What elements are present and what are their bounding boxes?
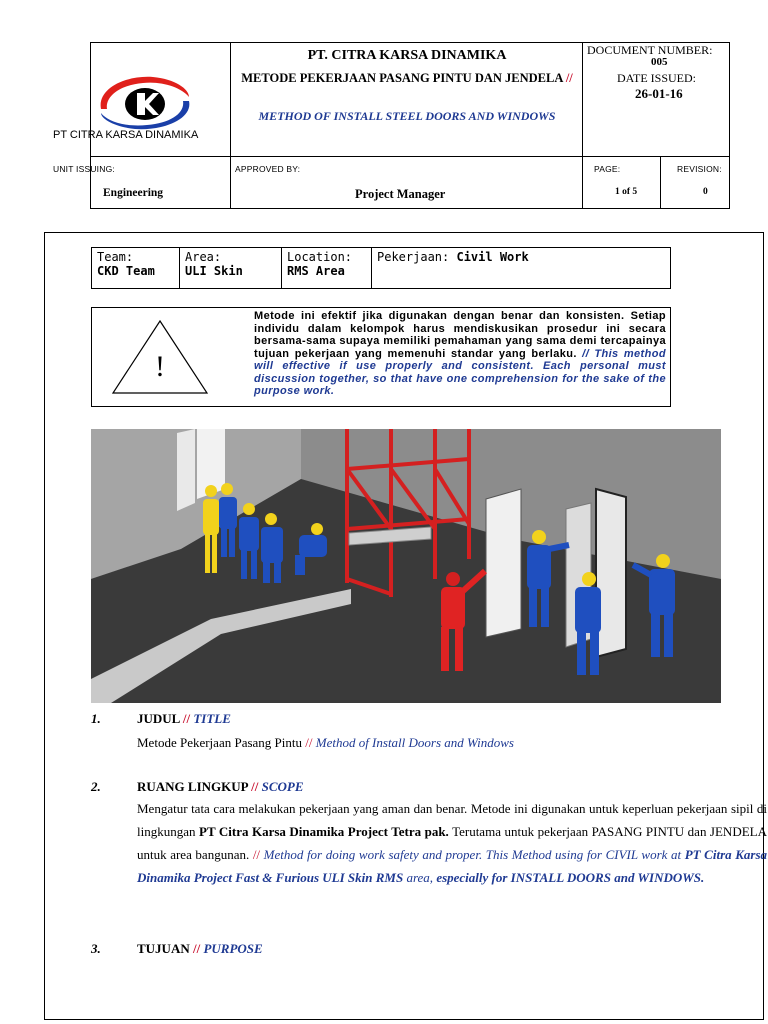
date-issued-label: DATE ISSUED: bbox=[617, 71, 697, 85]
approved-by: Project Manager bbox=[355, 187, 446, 201]
warning-text: Metode ini efektif jika digunakan dengan benar dan konsisten. Setiap individu dalam kelompok harus mendiskusikan prosedur ini secara bersama-sama supaya memiliki pemahaman yang sama demi tercapainya tujuan pekerjaan yang memenuhi standar yang berlaku. // This method will effective if use properly and consistent. Each personal must discussion together, so that have one comprehension for the sake of the purpose work. bbox=[254, 310, 666, 397]
team-cell: Team: CKD Team bbox=[92, 248, 180, 288]
revision-number: 0 bbox=[703, 187, 708, 197]
section-heading: RUANG LINGKUP // SCOPE bbox=[137, 779, 304, 794]
team-value: CKD Team bbox=[97, 264, 155, 278]
section-body: Metode Pekerjaan Pasang Pintu // Method of Install Doors and Windows bbox=[137, 735, 514, 750]
company-logo bbox=[95, 71, 195, 133]
company-name: PT. CITRA KARSA DINAMIKA bbox=[307, 48, 507, 63]
company-small-label: PT CITRA KARSA DINAMIKA bbox=[53, 129, 199, 141]
svg-text:!: ! bbox=[155, 350, 165, 383]
doc-number: 005 bbox=[651, 56, 668, 68]
work-value: Civil Work bbox=[456, 250, 529, 264]
unit-issuing: Engineering bbox=[103, 187, 164, 199]
work-cell: Pekerjaan: Civil Work bbox=[377, 250, 529, 264]
unit-issuing-label: UNIT ISSUING: bbox=[53, 164, 115, 174]
warning-box bbox=[91, 307, 671, 407]
warning-triangle-icon bbox=[110, 318, 210, 396]
section-body: Mengatur tata cara melakukan pekerjaan yang aman dan benar. Metode ini digunakan untuk keperluan pekerjaan sipil di lingkungan PT Citra Karsa Dinamika Project Tetra pak. Terutama untuk pekerjaan PASANG PINTU dan JENDELA untuk area bangunan. // Method for doing work safety and proper. This Method using for CIVIL work at PT Citra Karsa Dinamika Project Fast & Furious ULI Skin RMS area, especially for INSTALL DOORS and WINDOWS. bbox=[137, 801, 768, 885]
section-purpose: 3. TUJUAN // PURPOSE bbox=[91, 941, 263, 956]
section-heading: JUDUL // TITLE bbox=[137, 711, 231, 726]
doc-number-label: DOCUMENT NUMBER: bbox=[587, 43, 713, 57]
page-label: PAGE: bbox=[594, 164, 621, 174]
section-heading: TUJUAN // PURPOSE bbox=[137, 941, 263, 956]
document-header bbox=[53, 42, 730, 209]
installation-illustration bbox=[91, 429, 721, 703]
location-value: RMS Area bbox=[287, 264, 345, 278]
date-issued: 26-01-16 bbox=[635, 86, 683, 101]
page-number: 1 of 5 bbox=[615, 187, 638, 197]
section-scope: 2. RUANG LINGKUP // SCOPE Mengatur tata cara melakukan pekerjaan yang aman dan benar. Metode ini digunakan untuk keperluan pekerjaan sipil di lingkungan PT Citra Karsa Dinamika Project Tetra pak. Terutama untuk pekerjaan PASANG PINTU dan JENDELA untuk area bangunan. // Method for doing work safety and proper. This Method using for CIVIL work at PT Citra Karsa Dinamika Project Fast & Furious ULI Skin RMS area, especially for INSTALL DOORS and WINDOWS. bbox=[91, 779, 727, 919]
document-title: METODE PEKERJAAN PASANG PINTU DAN JENDELA // bbox=[241, 71, 573, 85]
approved-by-label: APPROVED BY: bbox=[235, 164, 301, 174]
content-frame bbox=[44, 232, 768, 1020]
area-value: ULI Skin bbox=[185, 264, 243, 278]
area-cell: Area: ULI Skin bbox=[180, 248, 282, 288]
info-table bbox=[91, 247, 671, 289]
document-title-en: METHOD OF INSTALL STEEL DOORS AND WINDOWS bbox=[258, 109, 556, 123]
revision-label: REVISION: bbox=[677, 164, 722, 174]
location-cell: Location: RMS Area bbox=[282, 248, 372, 288]
section-title: 1. JUDUL // TITLE Metode Pekerjaan Pasang Pintu // Method of Install Doors and Windows bbox=[91, 711, 727, 761]
